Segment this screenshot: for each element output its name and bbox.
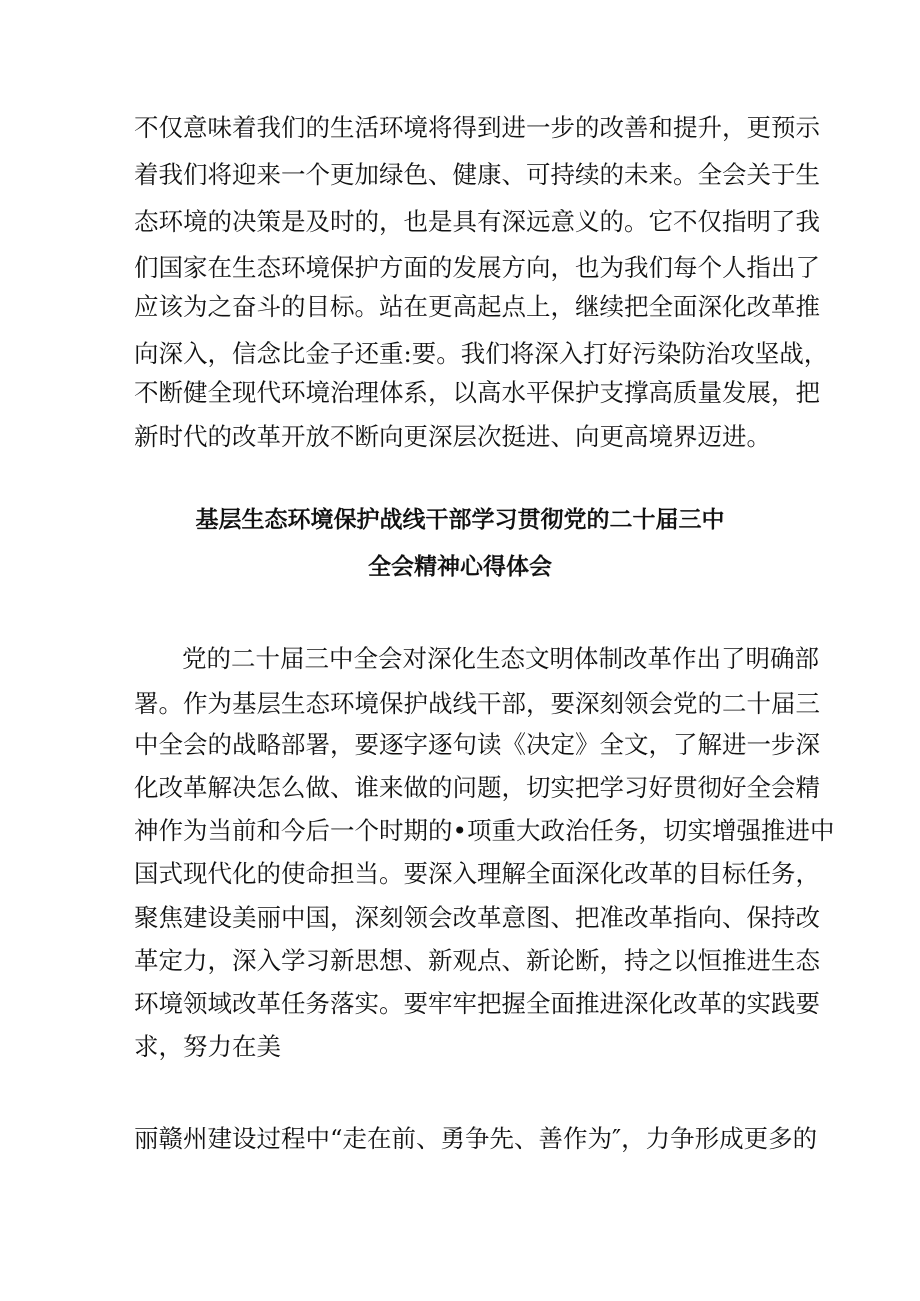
paragraph-line: 环境领域改革任务落实。要牢牢把握全面推进深化改革的实践要 [134, 989, 820, 1018]
paragraph-line: 向深入，信念比金子还重:要。我们将深入打好污染防治攻坚战， [134, 339, 829, 368]
paragraph-line: 态环境的决策是及时的，也是具有深远意义的。它不仅指明了我 [134, 207, 820, 236]
section-heading-line-1: 基层生态环境保护战线干部学习贯彻党的二十届三中 [195, 507, 725, 533]
paragraph-line: 神作为当前和今后一个时期的•项重大政治任务，切实增强推进中 [134, 816, 835, 845]
paragraph-line: 革定力，深入学习新思想、新观点、新论断，持之以恒推进生态 [134, 946, 820, 975]
paragraph-line: 不仅意味着我们的生活环境将得到进一步的改善和提升，更预示 [134, 113, 820, 142]
paragraph-line: 化改革解决怎么做、谁来做的问题，切实把学习好贯彻好全会精 [134, 773, 820, 802]
paragraph-line-indented: 党的二十届三中全会对深化生态文明体制改革作出了明确部 [182, 644, 819, 673]
paragraph-line: 们国家在生态环境保护方面的发展方向，也为我们每个人指出了 [134, 253, 820, 282]
paragraph-line: 中全会的战略部署，要逐字逐句读《决定》全文，了解进一步深 [134, 730, 820, 759]
paragraph-line: 求，努力在美 [134, 1032, 281, 1061]
paragraph-line: 国式现代化的使命担当。要深入理解全面深化改革的目标任务， [134, 859, 820, 888]
paragraph-line: 丽赣州建设过程中“走在前、勇争先、善作为″，力争形成更多的 [134, 1124, 818, 1153]
section-heading-line-2: 全会精神心得体会 [368, 554, 552, 580]
paragraph-line: 应该为之奋斗的目标。站在更高起点上，继续把全面深化改革推 [134, 292, 820, 321]
paragraph-line: 着我们将迎来一个更加绿色、健康、可持续的未来。全会关于生 [134, 160, 820, 189]
paragraph-line: 不断健全现代环境治理体系，以高水平保护支撑高质量发展，把 [134, 378, 820, 407]
paragraph-line: 聚焦建设美丽中国，深刻领会改革意图、把准改革指向、保持改 [134, 903, 820, 932]
paragraph-line: 署。作为基层生态环境保护战线干部，要深刻领会党的二十届三 [134, 689, 820, 718]
paragraph-line: 新时代的改革开放不断向更深层次挺进、向更高境界迈进。 [134, 422, 771, 451]
